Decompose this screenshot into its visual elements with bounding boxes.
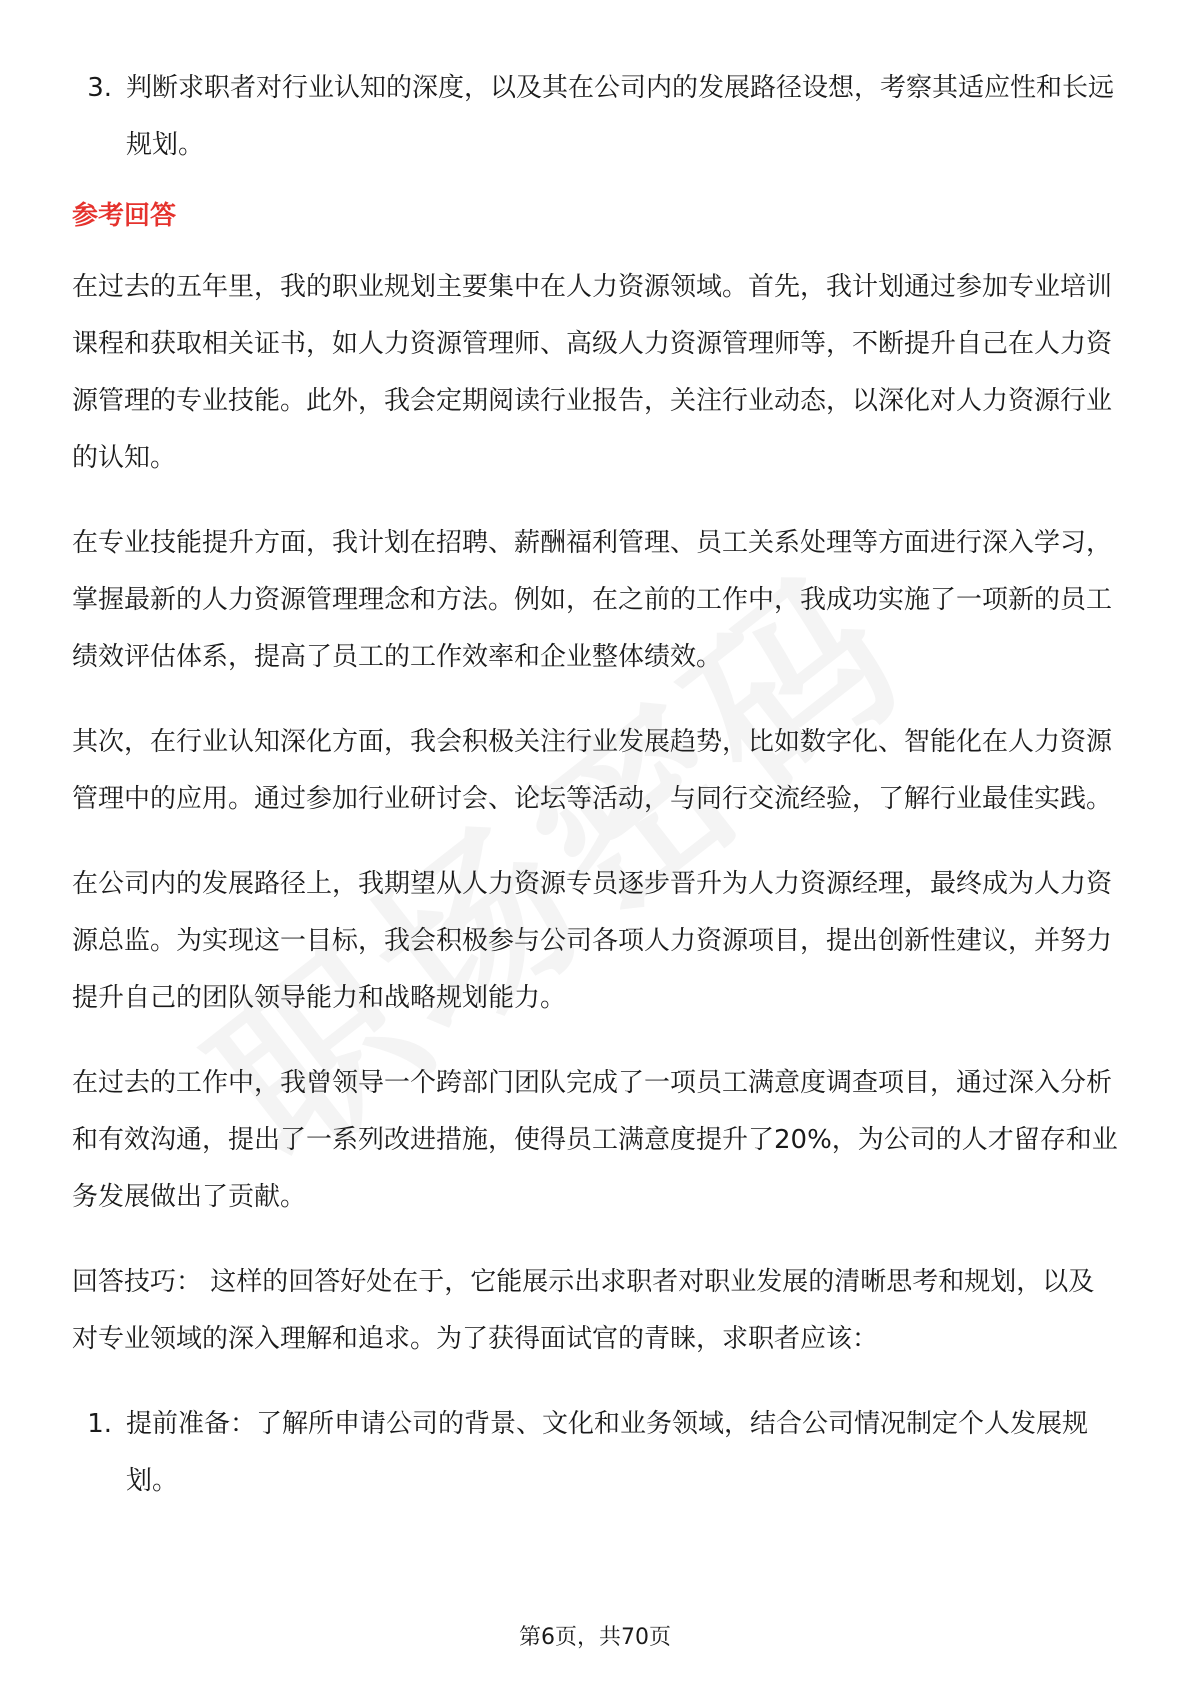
answer-paragraph-5: 在过去的工作中，我曾领导一个跨部门团队完成了一项员工满意度调查项目，通过深入分析和有效沟通，提出了一系列改进措施，使得员工满意度提升了20%，为公司的人才留存和业务发展做出了贡献。 (72, 1068, 1118, 1212)
tips-list-item (72, 1396, 1118, 1510)
answer-tips-paragraph: 回答技巧： 这样的回答好处在于，它能展示出求职者对职业发展的清晰思考和规划，以及对专业领域的深入理解和追求。为了获得面试官的青睐，求职者应该： (72, 1267, 1095, 1354)
answer-heading: 参考回答 (72, 201, 177, 231)
answer-paragraph-3: 其次，在行业认知深化方面，我会积极关注行业发展趋势，比如数字化、智能化在人力资源管理中的应用。通过参加行业研讨会、论坛等活动，与同行交流经验，了解行业最佳实践。 (72, 727, 1113, 814)
list-number: 1. (87, 1409, 112, 1439)
answer-paragraph-1: 在过去的五年里，我的职业规划主要集中在人力资源领域。首先，我计划通过参加专业培训课程和获取相关证书，如人力资源管理师、高级人力资源管理师等，不断提升自己在人力资源管理的专业技能。此外，我会定期阅读行业报告，关注行业动态，以深化对人力资源行业的认知。 (72, 272, 1113, 473)
list-number: 3. (87, 73, 112, 103)
list-text: 提前准备：了解所申请公司的背景、文化和业务领域，结合公司情况制定个人发展规划。 (126, 1409, 1089, 1496)
page-content (72, 60, 1118, 1510)
list-text: 判断求职者对行业认知的深度，以及其在公司内的发展路径设想，考察其适应性和长远规划。 (126, 73, 1115, 160)
answer-paragraph-4: 在公司内的发展路径上，我期望从人力资源专员逐步晋升为人力资源经理，最终成为人力资源总监。为实现这一目标，我会积极参与公司各项人力资源项目，提出创新性建议，并努力提升自己的团队领导能力和战略规划能力。 (72, 869, 1113, 1013)
criteria-list-item (72, 60, 1118, 174)
page-footer: 第6页，共70页 (519, 1625, 671, 1650)
answer-paragraph-2: 在专业技能提升方面，我计划在招聘、薪酬福利管理、员工关系处理等方面进行深入学习，掌握最新的人力资源管理理念和方法。例如，在之前的工作中，我成功实施了一项新的员工绩效评估体系，提高了员工的工作效率和企业整体绩效。 (72, 528, 1113, 672)
